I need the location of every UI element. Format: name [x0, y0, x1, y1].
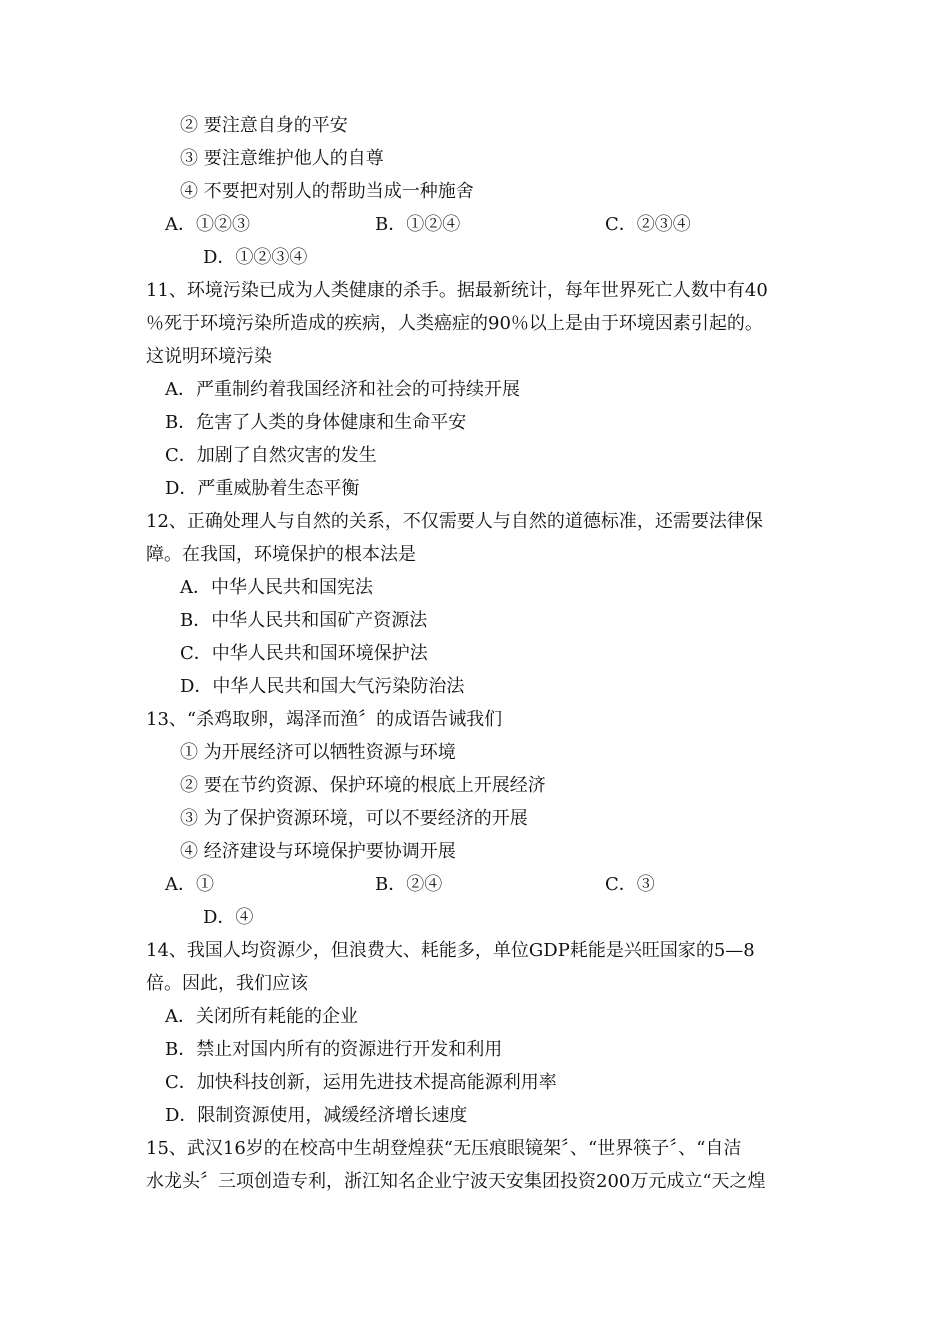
q15-stem-line-1: 15、武汉16岁的在校高中生胡登煌获“无压痕眼镜架〞、“世界筷子〞、“自洁 [146, 1138, 742, 1159]
q13-option-b: B．②④ [375, 874, 443, 895]
q11-option-d: D．严重威胁着生态平衡 [165, 478, 360, 499]
q10-option-a: A．①②③ [165, 214, 250, 235]
q13-item-4: ④ 经济建设与环境保护要协调开展 [180, 841, 456, 862]
q12-option-a: A．中华人民共和国宪法 [180, 577, 373, 598]
q10-option-d: D．①②③④ [203, 247, 308, 268]
q14-option-c: C．加快科技创新，运用先进技术提高能源利用率 [165, 1072, 557, 1093]
q11-stem-line-2: ％死于环境污染所造成的疾病，人类癌症的90％以上是由于环境因素引起的。 [146, 313, 763, 334]
q11-stem-line-3: 这说明环境污染 [146, 346, 272, 367]
q14-option-a: A．关闭所有耗能的企业 [165, 1006, 358, 1027]
q12-option-c: C．中华人民共和国环境保护法 [180, 643, 428, 664]
q14-option-d: D．限制资源使用，减缓经济增长速度 [165, 1105, 468, 1126]
q13-option-a: A．① [165, 874, 214, 895]
q13-item-2: ② 要在节约资源、保护环境的根底上开展经济 [180, 775, 546, 796]
q13-item-3: ③ 为了保护资源环境，可以不要经济的开展 [180, 808, 528, 829]
q10-option-c: C．②③④ [605, 214, 691, 235]
q14-option-b: B．禁止对国内所有的资源进行开发和利用 [165, 1039, 503, 1060]
q11-option-b: B．危害了人类的身体健康和生命平安 [165, 412, 467, 433]
q11-option-a: A．严重制约着我国经济和社会的可持续开展 [165, 379, 520, 400]
q12-stem-line-1: 12、正确处理人与自然的关系，不仅需要人与自然的道德标准，还需要法律保 [146, 511, 763, 532]
q10-item-4: ④ 不要把对别人的帮助当成一种施舍 [180, 181, 474, 202]
q13-item-1: ① 为开展经济可以牺牲资源与环境 [180, 742, 456, 763]
q11-option-c: C．加剧了自然灾害的发生 [165, 445, 377, 466]
q12-stem-line-2: 障。在我国，环境保护的根本法是 [146, 544, 416, 565]
q14-stem-line-1: 14、我国人均资源少，但浪费大、耗能多，单位GDP耗能是兴旺国家的5—8 [146, 940, 755, 961]
q15-stem-line-2: 水龙头〞三项创造专利，浙江知名企业宁波天安集团投资200万元成立“天之煌 [146, 1171, 766, 1192]
q11-stem-line-1: 11、环境污染已成为人类健康的杀手。据最新统计，每年世界死亡人数中有40 [146, 280, 768, 301]
q13-option-c: C．③ [605, 874, 655, 895]
q10-item-2: ② 要注意自身的平安 [180, 115, 348, 136]
q10-item-3: ③ 要注意维护他人的自尊 [180, 148, 384, 169]
q12-option-d: D．中华人民共和国大气污染防治法 [180, 676, 465, 697]
q10-option-b: B．①②④ [375, 214, 461, 235]
q14-stem-line-2: 倍。因此，我们应该 [146, 973, 308, 994]
q13-stem-line-1: 13、“杀鸡取卵，竭泽而渔〞的成语告诫我们 [146, 709, 503, 730]
q12-option-b: B．中华人民共和国矿产资源法 [180, 610, 428, 631]
q13-option-d: D．④ [203, 907, 254, 928]
